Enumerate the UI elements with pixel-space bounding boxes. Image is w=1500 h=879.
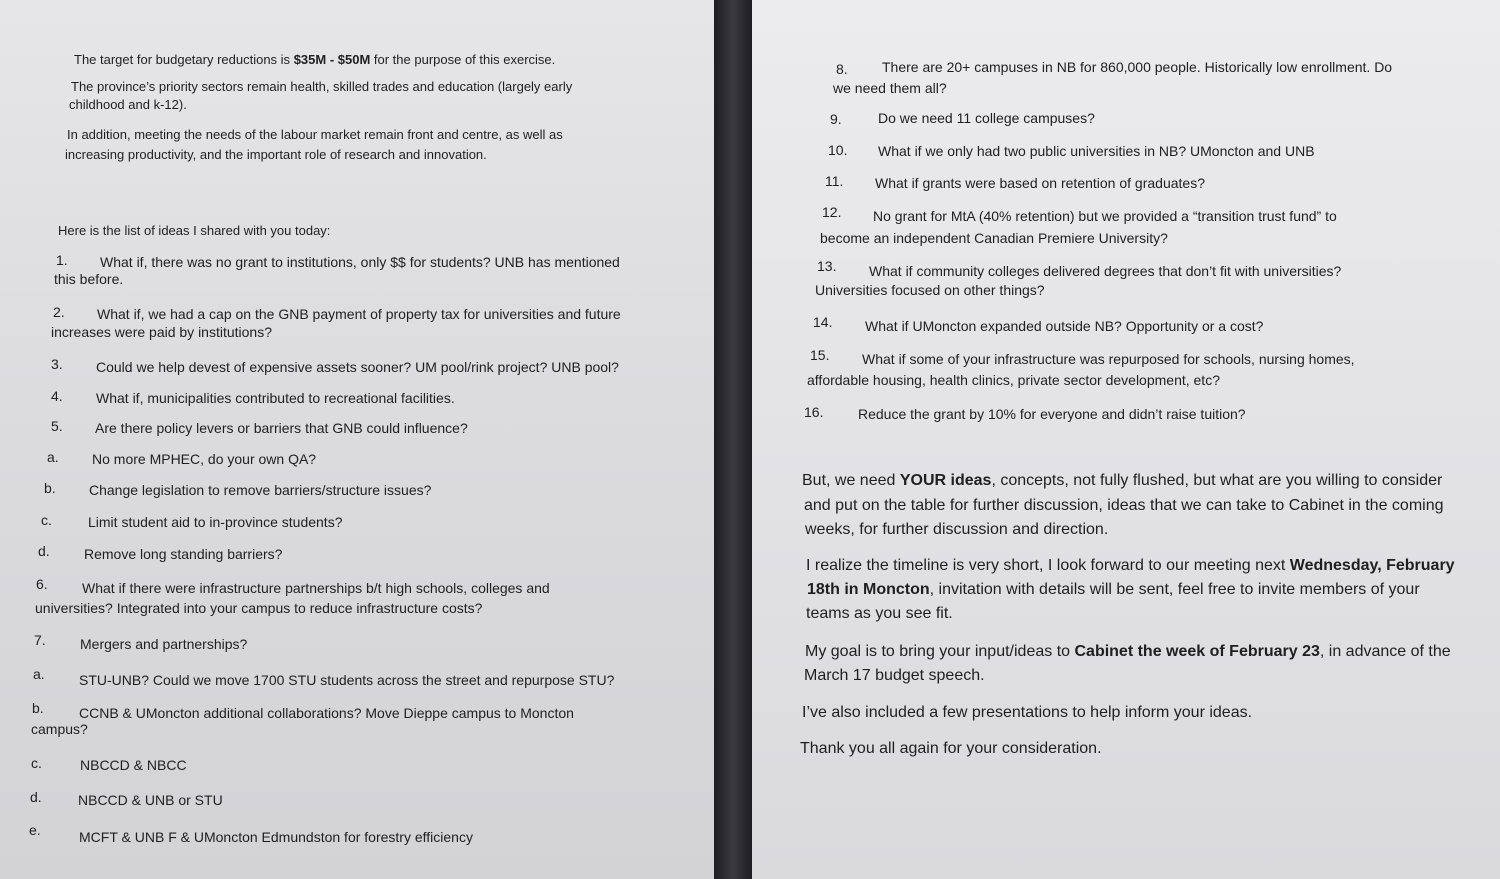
closing-p1-line2: and put on the table for further discussion, ideas that we can take to Cabinet in the coming	[804, 497, 1444, 514]
idea-subitem: STU-UNB? Could we move 1700 STU students across the street and repurpose STU?	[79, 672, 615, 688]
closing-p2-line3: teams as you see fit.	[806, 605, 953, 622]
idea-item: Are there policy levers or barriers that GNB could influence?	[95, 420, 468, 436]
idea-item-cont: this before.	[54, 271, 124, 287]
item-letter: d.	[38, 543, 50, 559]
item-number: 7.	[34, 632, 46, 648]
idea-subitem-cont: campus?	[31, 721, 88, 737]
list-intro: Here is the list of ideas I shared with you today:	[58, 223, 331, 238]
item-letter: b.	[32, 700, 44, 716]
item-letter: a.	[33, 666, 45, 682]
budget-target-line: The target for budgetary reductions is $35M - $50M for the purpose of this exercise.	[74, 52, 556, 67]
item-letter: b.	[44, 480, 56, 496]
item-number: 3.	[51, 356, 63, 372]
item-number: 6.	[36, 576, 48, 592]
idea-item-cont: universities? Integrated into your campus to reduce infrastructure costs?	[35, 600, 483, 616]
idea-item: Could we help devest of expensive assets sooner? UM pool/rink project? UNB pool?	[96, 359, 619, 375]
item-number: 11.	[825, 173, 844, 189]
idea-subitem: MCFT & UNB F & UMoncton Edmundston for forestry efficiency	[79, 829, 473, 845]
idea-item: No grant for MtA (40% retention) but we provided a “transition trust fund” to	[873, 208, 1337, 224]
item-number: 8.	[836, 61, 848, 77]
item-letter: c.	[31, 755, 42, 771]
idea-subitem: Limit student aid to in-province students?	[88, 514, 343, 530]
idea-subitem: Change legislation to remove barriers/structure issues?	[89, 482, 432, 498]
idea-item: What if, there was no grant to institutions, only $$ for students? UNB has mentioned	[100, 254, 620, 270]
idea-item-cont: increases were paid by institutions?	[51, 324, 273, 340]
item-number: 9.	[830, 111, 842, 127]
item-letter: c.	[41, 512, 52, 528]
item-number: 14.	[813, 314, 833, 330]
priority-sectors-line1: The province’s priority sectors remain health, skilled trades and education (largely early	[71, 79, 573, 94]
closing-p4: I’ve also included a few presentations to help inform your ideas.	[802, 704, 1253, 721]
idea-item: What if we only had two public universities in NB? UMoncton and UNB	[878, 143, 1315, 159]
item-number: 13.	[817, 258, 837, 274]
idea-item-cont: Universities focused on other things?	[815, 282, 1045, 298]
closing-p1-line1: But, we need YOUR ideas, concepts, not fully flushed, but what are you willing to consider	[802, 472, 1443, 489]
item-number: 2.	[53, 304, 65, 320]
labour-market-line2: increasing productivity, and the important role of research and innovation.	[65, 147, 487, 162]
idea-subitem: NBCCD & NBCC	[80, 757, 187, 773]
idea-subitem: CCNB & UMoncton additional collaborations? Move Dieppe campus to Moncton	[79, 705, 574, 721]
closing-p3-line1: My goal is to bring your input/ideas to Cabinet the week of February 23, in advance of the	[805, 643, 1451, 660]
closing-p3-line2: March 17 budget speech.	[804, 667, 985, 684]
item-number: 5.	[51, 418, 63, 434]
item-letter: e.	[29, 822, 41, 838]
idea-item: What if there were infrastructure partnerships b/t high schools, colleges and	[82, 580, 550, 596]
idea-item: What if community colleges delivered degrees that don’t fit with universities?	[869, 263, 1342, 279]
idea-subitem: Remove long standing barriers?	[84, 546, 283, 562]
idea-subitem: No more MPHEC, do your own QA?	[92, 451, 317, 467]
item-letter: a.	[47, 449, 59, 465]
idea-item: Mergers and partnerships?	[80, 636, 248, 652]
idea-item: What if some of your infrastructure was repurposed for schools, nursing homes,	[862, 351, 1355, 367]
idea-item: What if, municipalities contributed to recreational facilities.	[96, 390, 455, 406]
left-page	[0, 0, 714, 879]
item-number: 1.	[56, 252, 68, 268]
closing-p1-line3: weeks, for further discussion and direction.	[805, 521, 1109, 538]
idea-item: There are 20+ campuses in NB for 860,000 people. Historically low enrollment. Do	[882, 59, 1393, 75]
page-gap	[714, 0, 752, 879]
idea-item: What if, we had a cap on the GNB payment of property tax for universities and future	[97, 306, 621, 322]
item-number: 15.	[810, 347, 830, 363]
idea-item: Do we need 11 college campuses?	[878, 110, 1095, 126]
right-page	[752, 0, 1500, 879]
idea-subitem: NBCCD & UNB or STU	[78, 792, 223, 808]
idea-item: Reduce the grant by 10% for everyone and didn’t raise tuition?	[858, 406, 1246, 422]
item-number: 12.	[822, 204, 842, 220]
item-letter: d.	[30, 789, 42, 805]
closing-p2-line2: 18th in Moncton, invitation with details will be sent, feel free to invite members of your	[807, 581, 1420, 598]
idea-item-cont: we need them all?	[833, 80, 947, 96]
labour-market-line1: In addition, meeting the needs of the labour market remain front and centre, as well as	[67, 127, 563, 142]
item-number: 16.	[804, 404, 824, 420]
closing-p2-line1: I realize the timeline is very short, I look forward to our meeting next Wednesday, February	[806, 557, 1455, 574]
priority-sectors-line2: childhood and k-12).	[69, 97, 187, 112]
idea-item-cont: become an independent Canadian Premiere University?	[820, 230, 1168, 246]
item-number: 4.	[51, 388, 63, 404]
item-number: 10.	[828, 142, 848, 158]
closing-p5: Thank you all again for your consideration.	[800, 740, 1102, 757]
idea-item: What if UMoncton expanded outside NB? Opportunity or a cost?	[865, 318, 1264, 334]
idea-item: What if grants were based on retention of graduates?	[875, 175, 1205, 191]
idea-item-cont: affordable housing, health clinics, private sector development, etc?	[807, 372, 1220, 388]
